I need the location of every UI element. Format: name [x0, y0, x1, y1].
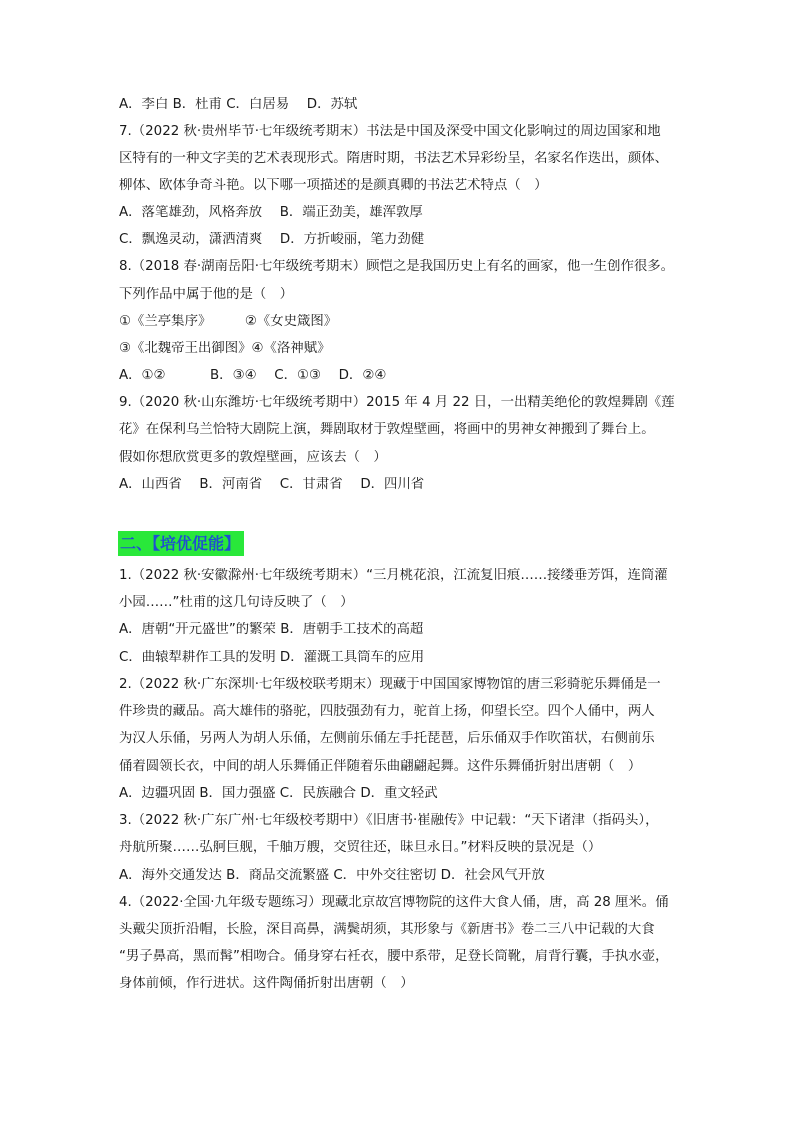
- s2-question-2-line-2: 件珍贵的藏品。高大雄伟的骆驼，四肢强劲有力，驼首上扬，仰望长空。四个人俑中，两人: [119, 704, 655, 719]
- previous-question-options: A．李白 B．杜甫 C．白居易 D．苏轼: [119, 97, 358, 112]
- question-7-options-ab: A．落笔雄劲，风格奔放 B．端正劲美，雄浑敦厚: [119, 205, 423, 220]
- question-8-options: A．①② B．③④ C．①③ D．②④: [119, 368, 387, 383]
- s2-question-4-line-1: 4.（2022·全国·九年级专题练习）现藏北京故宫博物院的这件大食人俑，唐，高 28 厘米。俑: [119, 895, 669, 910]
- s2-question-1-line-1: 1.（2022 秋·安徽滁州·七年级统考期末）“三月桃花浪，江流复旧痕……接缕垂芳饵，连筒灌: [119, 568, 668, 583]
- s2-question-4-line-2: 头戴尖顶折沿帽，长脸，深目高鼻，满鬓胡须，其形象与《新唐书》卷二三八中记载的大食: [119, 922, 655, 937]
- section-heading: 二、【培优促能】: [118, 531, 244, 556]
- question-8-items-1: ①《兰亭集序》 ②《女史箴图》: [119, 314, 338, 329]
- s2-question-4-line-4: 身体前倾，作行进状。这件陶俑折射出唐朝（ ）: [119, 976, 414, 991]
- s2-question-2-line-1: 2.（2022 秋·广东深圳·七年级校联考期末）现藏于中国国家博物馆的唐三彩骑驼乐舞俑是一: [119, 677, 661, 692]
- question-9-line-2: 花》在保利乌兰恰特大剧院上演，舞剧取材于敦煌壁画，将画中的男神女神搬到了舞台上。: [119, 422, 655, 437]
- s2-question-1-options-cd: C．曲辕犁耕作工具的发明 D．灌溉工具筒车的应用: [119, 650, 425, 665]
- question-9-line-1: 9.（2020 秋·山东潍坊·七年级统考期中）2015 年 4 月 22 日，一出精美绝伦的敦煌舞剧《莲: [119, 395, 675, 410]
- question-7-line-1: 7.（2022 秋·贵州毕节·七年级统考期末）书法是中国及深受中国文化影响过的周边国家和地: [119, 124, 661, 139]
- question-7-line-2: 区特有的一种文字美的艺术表现形式。隋唐时期，书法艺术异彩纷呈，名家名作迭出，颜体、: [119, 151, 669, 166]
- question-8-line-1: 8.（2018 春·湖南岳阳·七年级统考期末）顾恺之是我国历史上有名的画家，他一生创作很多。: [119, 259, 675, 274]
- s2-question-1-options-ab: A．唐朝“开元盛世”的繁荣 B．唐朝手工技术的高超: [119, 622, 424, 637]
- question-8-line-2: 下列作品中属于他的是（ ）: [119, 287, 294, 302]
- question-7-line-3: 柳体、欧体争奇斗艳。以下哪一项描述的是颜真卿的书法艺术特点（ ）: [119, 178, 548, 193]
- question-7-options-cd: C．飘逸灵动，潇洒清爽 D．方折峻丽，笔力劲健: [119, 232, 425, 247]
- s2-question-1-line-2: 小园……”杜甫的这几句诗反映了（ ）: [119, 595, 354, 610]
- s2-question-3-line-2: 舟航所聚……弘舸巨舰，千舳万艘，交贸往还，昧旦永日。”材料反映的景况是（）: [119, 840, 602, 855]
- question-8-items-2: ③《北魏帝王出御图》④《洛神赋》: [119, 341, 331, 356]
- s2-question-3-line-1: 3.（2022 秋·广东广州·七年级校考期中）《旧唐书·崔融传》中记载：“天下诸津（指码头），: [119, 813, 659, 828]
- s2-question-2-line-4: 俑着圆领长衣，中间的胡人乐舞俑正伴随着乐曲翩翩起舞。这件乐舞俑折射出唐朝（ ）: [119, 759, 642, 774]
- question-9-line-3: 假如你想欣赏更多的敦煌壁画，应该去（ ）: [119, 450, 387, 465]
- question-9-options: A．山西省 B．河南省 C．甘肃省 D．四川省: [119, 477, 425, 492]
- s2-question-4-line-3: “男子鼻高，黑而髯”相吻合。俑身穿右衽衣，腰中系带，足登长筒靴，肩背行囊，手执水壶，: [119, 949, 669, 964]
- s2-question-2-options: A．边疆巩固 B．国力强盛 C．民族融合 D．重文轻武: [119, 786, 438, 801]
- s2-question-2-line-3: 为汉人乐俑，另两人为胡人乐俑，左侧前乐俑左手托琵琶，后乐俑双手作吹笛状，右侧前乐: [119, 731, 655, 746]
- s2-question-3-options: A．海外交通发达 B．商品交流繁盛 C．中外交往密切 D．社会风气开放: [119, 868, 545, 883]
